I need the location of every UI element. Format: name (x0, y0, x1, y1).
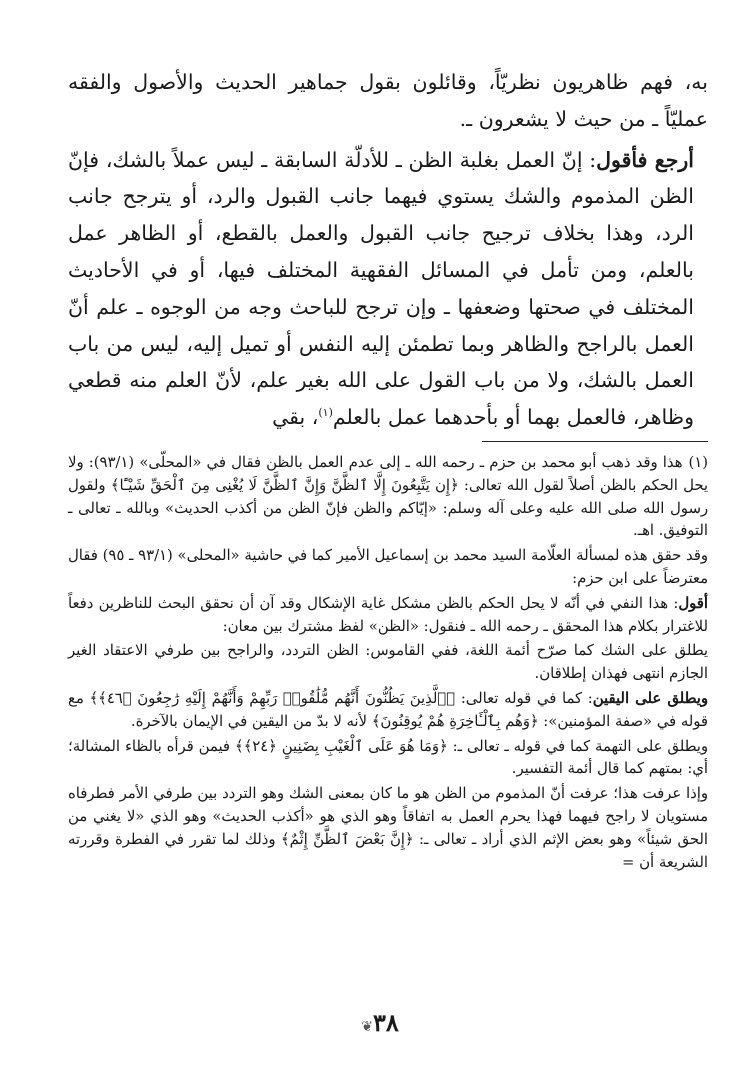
footnote-p4: يطلق على الشك كما صرّح أئمة اللغة، ففي القاموس: الظن التردد، والراجح بين طرفي الاعتقاد الغير الجازم انتهى فهذان إطلاقان. (68, 642, 708, 683)
paragraph-1: به، فهم ظاهريون نظريّاً، وقائلون بقول جماهير الحديث والأصول والفقه عمليّاً ـ من حيث لا يشعرون ـ. (68, 70, 708, 131)
footnote-separator (482, 441, 708, 442)
footnote-p5-body: : كما في قوله تعالى: ﴿ٱلَّذِينَ يَظُنُّونَ أَنَّهُم مُّلَٰقُوا۟ رَبِّهِمْ وَأَنَّهُمْ إِلَيْهِ رَٰجِعُونَ ﴿٤٦﴾﴾ مع قوله في «صفة المؤمنين»: ﴿وَهُم بِٱلْـَٔاخِرَةِ هُمْ يُوقِنُونَ﴾ لأنه لا بدّ من اليقين في الإيمان بالآخرة. (68, 689, 708, 730)
footnotes (68, 452, 708, 876)
footnote-p3-body: : هذا النفي في أنّه لا يحل الحكم بالظن مشكل غاية الإشكال وقد آن أن نحقق البحث للناظرين دفعاً للاغترار بكلام هذا المحقق ـ رحمه الله ـ فنقول: «الظن» لفظ مشترك بين معان: (68, 594, 708, 635)
footnote-p7: وإذا عرفت هذا؛ عرفت أنّ المذموم من الظن هو ما كان بمعنى الشك وهو التردد بين طرفي الأمر فطرفاه مستويان لا راجح فيهما فهذا يحرم العمل به اتفاقاً وهو الذي هو «أكذب الحديث» وهو الذي «لا يغني من الحق شيئاً» وهو بعض الإثم الذي أراد ـ تعالى ـ: ﴿إِنَّ بَعْضَ ٱلظَّنِّ إِثْمٌ﴾ وذلك لما تقرر في الفطرة وقررته الشريعة أن = (68, 785, 708, 871)
footnote-p3 (68, 593, 708, 639)
paragraph-2-lead: أرجع فأقول (596, 147, 694, 172)
footnote-ref[interactable]: (١) (318, 406, 333, 420)
footnote-1 (68, 452, 708, 543)
page-number (330, 1008, 426, 1037)
footnote-p3-lead: أقول (678, 594, 708, 612)
footnote-p6: ويطلق على التهمة كما في قوله ـ تعالى ـ: ﴿وَمَا هُوَ عَلَى ٱلْغَيْبِ بِضَنِينٍ ﴿٢٤﴾﴾ فيمن قرأه بالظاء المشالة؛ أي: بمتهم كما قال أئمة التفسير. (68, 737, 708, 778)
paragraph-2-body: : إنّ العمل بغلبة الظن ـ للأدلّة السابقة ـ ليس عملاً بالشك، فإنّ الظن المذموم والشك يستوي فيهما جانب القبول والرد، أو يترجح جانب الرد، وهذا بخلاف ترجيح جانب القبول والعمل بالقطع، أو الظاهر عمل بالعلم، ومن تأمل في المسائل الفقهية المختلف فيها، أو في الأحاديث المختلف في صحتها وضعفها ـ وإن ترجح للباحث وجه من الوجوه ـ علم أنّ العمل بالراجح والظاهر وبما تطمئن إليه النفس أو تميل إليه، ليس من باب العمل بالشك، ولا من باب القول على الله بغير علم، لأنّ العلم منه قطعي وظاهر، فالعمل بهما أو بأحدهما عمل بالعلم (68, 147, 694, 430)
paragraph-2 (68, 142, 708, 436)
footnote-number: (١) (688, 454, 708, 471)
page-number-value: ٣٨ (372, 1008, 399, 1037)
footnote-p1: هذا وقد ذهب أبو محمد بن حزم ـ رحمه الله ـ إلى عدم العمل بالظن فقال في «المحلّى» (٩٣/١): ولا يحل الحكم بالظن أصلاً لقول الله تعالى: ﴿إِن يَتَّبِعُونَ إِلَّا ٱلظَّنَّ وَإِنَّ ٱلظَّنَّ لَا يُغْنِى مِنَ ٱلْحَقِّ شَيْـًٔا﴾ ولقول رسول الله صلى الله عليه وعلى آله وسلم: «إيّاكم والظن فإنّ الظن من أكذب الحديث» وبالله ـ تعالى ـ التوفيق. اهـ. (68, 454, 708, 540)
footnote-p5 (68, 688, 708, 734)
footnote-p2: وقد حقق هذه لمسألة العلّامة السيد محمد بن إسماعيل الأمير كما في حاشية «المحلى» (٩٣/١ ـ ٩٥) فقال معترضاً على ابن حزم: (68, 547, 709, 587)
ornament-icon: ❦ (361, 1019, 373, 1035)
paragraph-2-tail: ، بقي (272, 405, 319, 430)
footnote-p5-lead: ويطلق على اليقين (592, 689, 708, 707)
main-text (68, 64, 708, 436)
